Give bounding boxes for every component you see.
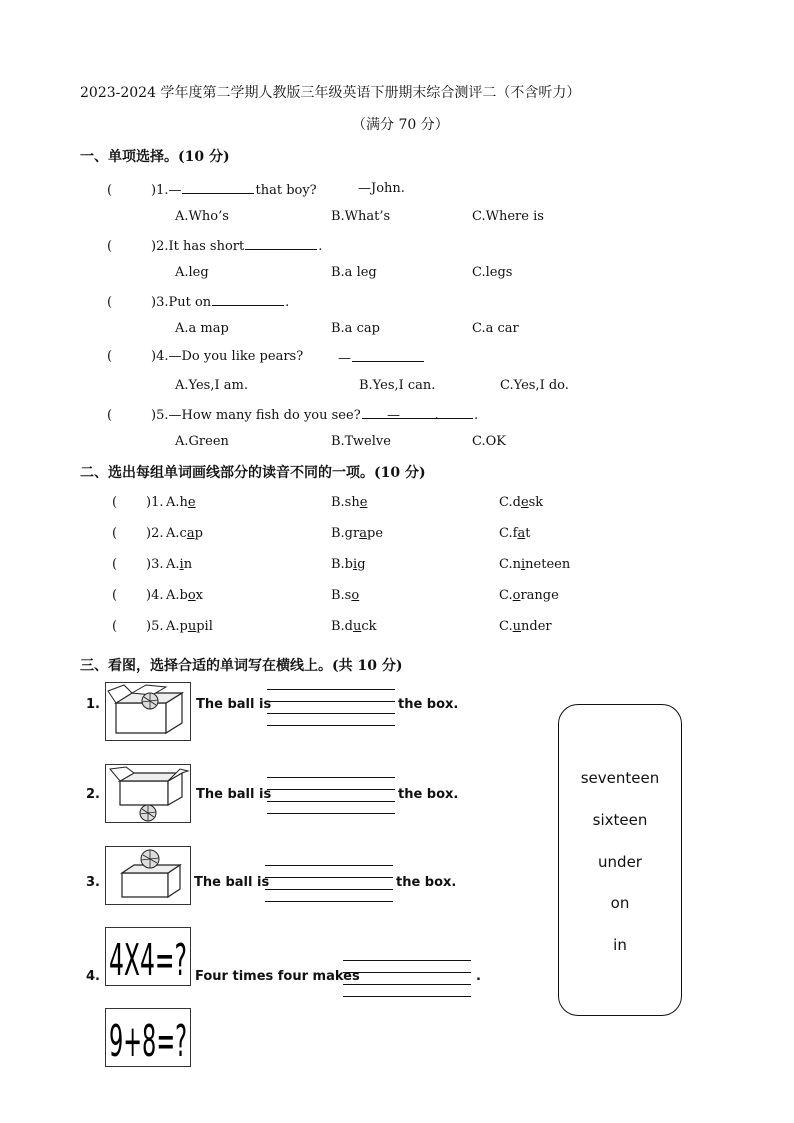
reply-blank[interactable] (352, 349, 424, 362)
answer-paren[interactable]: ( (112, 526, 118, 541)
underlined-letter: a (359, 526, 367, 541)
answer-paren-close: ) (151, 295, 157, 310)
option-c: C.legs (472, 265, 513, 280)
s3-item1-pre: The ball is (196, 697, 272, 712)
option-c: C.Where is (472, 209, 544, 224)
option-c: C.OK (472, 434, 506, 449)
underlined-letter: o (351, 588, 360, 603)
option-a: A.leg (175, 265, 209, 280)
answer-paren[interactable]: ( (107, 239, 113, 254)
option-b: B.What’s (331, 209, 391, 224)
option-a: A.Green (175, 434, 229, 449)
underlined-letter: e (520, 495, 529, 510)
s3-item2-post: the box. (398, 787, 459, 802)
answer-paren-close: ) (151, 183, 157, 198)
math-text-2: 9+8=? (109, 1016, 187, 1066)
underlined-letter: i (521, 557, 526, 572)
s3-item4-post: . (476, 969, 481, 984)
underlined-letter: o (512, 588, 521, 603)
row-number: )2. (146, 526, 164, 541)
answer-blank[interactable] (182, 181, 254, 194)
s3-item3-post: the box. (396, 875, 457, 890)
row-number: )3. (146, 557, 164, 572)
answer-paren-close: ) (151, 408, 157, 423)
question-stem: 1.— (156, 183, 182, 198)
option-b: B.a leg (331, 265, 377, 280)
s3-item4-pre: Four times four makes (195, 969, 360, 984)
math-picture-9plus8 (105, 1008, 191, 1067)
option-a: A.Yes,I am. (175, 378, 248, 393)
underlined-letter: e (359, 495, 368, 510)
underlined-letter: i (353, 557, 358, 572)
question-reply: —John. (358, 181, 405, 196)
question-stem-end: . (434, 408, 439, 423)
row-number: )1. (146, 495, 164, 510)
word-bank-item: on (610, 894, 630, 912)
s3-item1-num: 1. (86, 697, 100, 712)
option-b: B.Twelve (331, 434, 391, 449)
answer-paren[interactable]: ( (107, 295, 113, 310)
word-option-a: A.in (166, 557, 193, 572)
row-number: )5. (146, 619, 164, 634)
question-stem-end: . (318, 239, 323, 254)
question-4 (107, 349, 303, 364)
word-bank-item: sixteen (592, 811, 648, 829)
answer-blank[interactable] (245, 237, 317, 250)
word-option-c: C.nineteen (499, 557, 571, 572)
s3-item4-num: 4. (86, 969, 100, 984)
underlined-letter: e (187, 495, 196, 510)
word-option-c: C.desk (499, 495, 544, 510)
reply-blank[interactable] (401, 406, 473, 419)
word-bank-item: seventeen (580, 769, 660, 787)
question-stem: 5.—How many fish do you see? (156, 408, 361, 423)
word-option-b: B.she (331, 495, 368, 510)
s3-item1-answer-lines[interactable] (267, 678, 395, 726)
word-option-c: C.orange (499, 588, 559, 603)
section1-heading: 一、单项选择。(10 分) (80, 149, 230, 165)
word-option-b: B.big (331, 557, 366, 572)
s3-item3-answer-lines[interactable] (265, 854, 393, 902)
word-option-c: C.under (499, 619, 552, 634)
s3-item2-pre: The ball is (196, 787, 272, 802)
question-reply: — . (387, 408, 479, 423)
word-bank-item: in (613, 936, 627, 954)
box-picture-in (105, 682, 191, 741)
s3-item3-pre: The ball is (194, 875, 270, 890)
word-option-b: B.so (331, 588, 360, 603)
question-1 (107, 181, 317, 198)
s3-item3-num: 3. (86, 875, 100, 890)
word-option-c: C.fat (499, 526, 531, 541)
question-stem: 4.—Do you like pears? (156, 349, 304, 364)
answer-blank[interactable] (212, 293, 284, 306)
word-bank (558, 704, 682, 1016)
box-picture-under (105, 764, 191, 823)
question-reply: — (338, 349, 425, 366)
page-title: 2023-2024 学年度第二学期人教版三年级英语下册期末综合测评二（不含听力） (80, 85, 581, 101)
answer-paren[interactable]: ( (107, 408, 113, 423)
question-2 (107, 237, 322, 254)
answer-paren[interactable]: ( (112, 588, 118, 603)
page-subtitle: （满分 70 分） (352, 117, 449, 133)
s3-item4-answer-lines[interactable] (343, 949, 471, 997)
question-stem-end: . (285, 295, 290, 310)
option-c: C.a car (472, 321, 519, 336)
option-b: B.a cap (331, 321, 380, 336)
underlined-letter: u (187, 619, 197, 634)
underlined-letter: u (512, 619, 521, 634)
math-picture-4x4 (105, 927, 191, 986)
box-picture-on (105, 846, 191, 905)
underlined-letter: i (179, 557, 184, 572)
option-a: A.a map (175, 321, 229, 336)
word-option-a: A.box (166, 588, 204, 603)
option-b: B.Yes,I can. (359, 378, 436, 393)
answer-paren-close: ) (151, 239, 157, 254)
word-option-b: B.grape (331, 526, 384, 541)
answer-paren-close: ) (151, 349, 157, 364)
question-stem-end: that boy? (255, 183, 317, 198)
word-bank-item: under (598, 853, 642, 871)
word-option-a: A.cap (166, 526, 203, 541)
section3-heading: 三、看图，选择合适的单词写在横线上。(共 10 分) (80, 658, 403, 674)
underlined-letter: o (187, 588, 196, 603)
answer-paren[interactable]: ( (107, 183, 113, 198)
underlined-letter: u (353, 619, 362, 634)
word-option-b: B.duck (331, 619, 377, 634)
answer-paren[interactable]: ( (112, 495, 118, 510)
s3-item2-num: 2. (86, 787, 100, 802)
underlined-letter: a (517, 526, 526, 541)
option-a: A.Who’s (175, 209, 229, 224)
answer-paren[interactable]: ( (112, 557, 118, 572)
s3-item2-answer-lines[interactable] (267, 766, 395, 814)
math-text-1: 4X4=? (109, 935, 187, 985)
question-3 (107, 293, 289, 310)
section2-heading: 二、选出每组单词画线部分的读音不同的一项。(10 分) (80, 465, 426, 481)
answer-paren[interactable]: ( (112, 619, 118, 634)
question-stem: 3.Put on (156, 295, 212, 310)
answer-paren[interactable]: ( (107, 349, 113, 364)
question-stem: 2.It has short (156, 239, 245, 254)
word-option-a: A.he (166, 495, 196, 510)
underlined-letter: a (186, 526, 195, 541)
word-option-a: A.pupil (166, 619, 213, 634)
row-number: )4. (146, 588, 164, 603)
option-c: C.Yes,I do. (500, 378, 569, 393)
s3-item1-post: the box. (398, 697, 459, 712)
